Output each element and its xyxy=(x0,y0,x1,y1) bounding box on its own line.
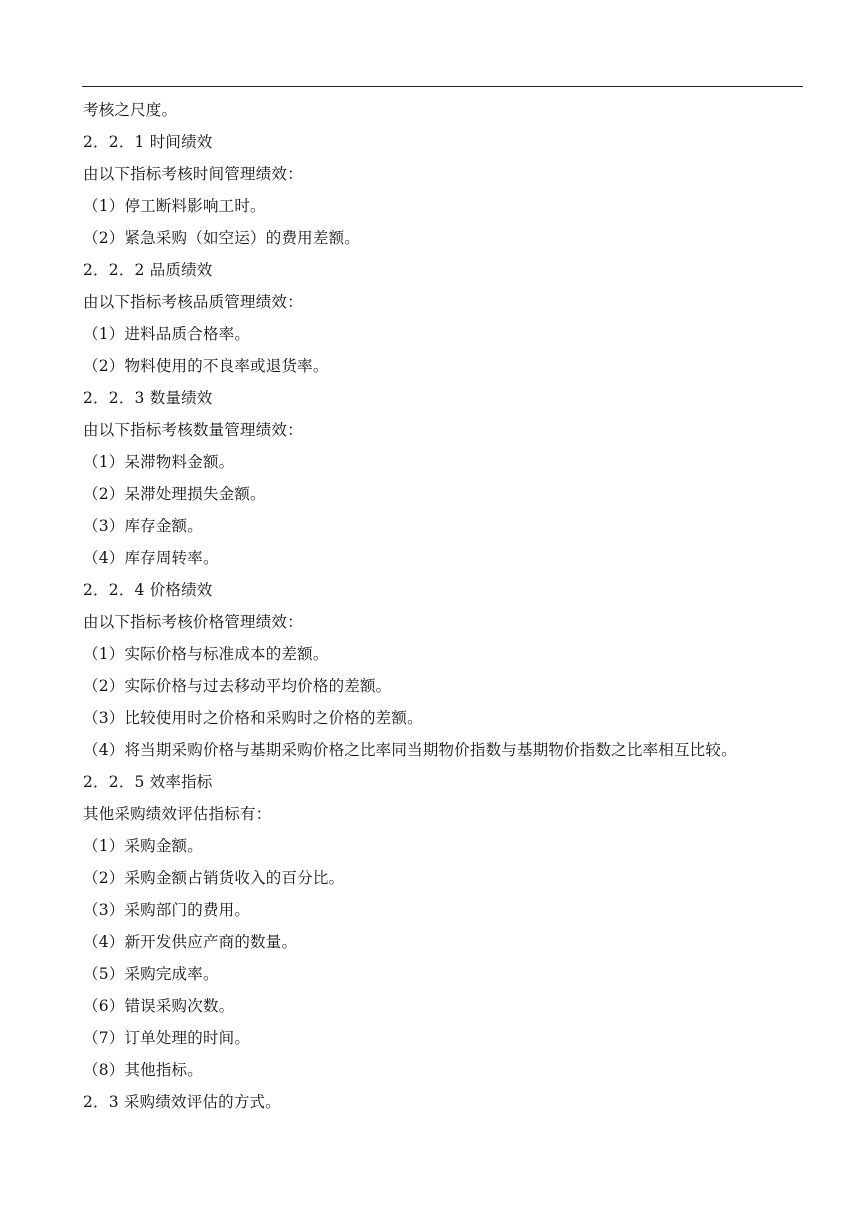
document-body xyxy=(83,94,813,1118)
list-item: （2）实际价格与过去移动平均价格的差额。 xyxy=(83,677,392,695)
list-item: （3）库存金额。 xyxy=(83,517,203,535)
heading-evaluation-methods: 2．3 采购绩效评估的方式。 xyxy=(83,1093,281,1111)
heading-price-performance: 2．2．4 价格绩效 xyxy=(83,581,213,599)
text-line: 由以下指标考核时间管理绩效： xyxy=(83,165,303,183)
header-rule xyxy=(82,86,803,87)
list-item: （1）停工断料影响工时。 xyxy=(83,197,266,215)
list-item: （4）库存周转率。 xyxy=(83,549,219,567)
text-line-intro: 考核之尺度。 xyxy=(83,101,178,119)
list-item: （1）进料品质合格率。 xyxy=(83,325,251,343)
list-item: （3）采购部门的费用。 xyxy=(83,901,251,919)
list-item: （6）错误采购次数。 xyxy=(83,997,235,1015)
list-item: （5）采购完成率。 xyxy=(83,965,219,983)
heading-efficiency-indicators: 2．2．5 效率指标 xyxy=(83,773,213,791)
list-item: （1）呆滞物料金额。 xyxy=(83,453,235,471)
text-line: 由以下指标考核数量管理绩效： xyxy=(83,421,303,439)
list-item: （2）物料使用的不良率或退货率。 xyxy=(83,357,329,375)
text-line: 由以下指标考核价格管理绩效： xyxy=(83,613,303,631)
text-line: 其他采购绩效评估指标有： xyxy=(83,805,272,823)
list-item: （8）其他指标。 xyxy=(83,1061,203,1079)
list-item: （4）将当期采购价格与基期采购价格之比率同当期物价指数与基期物价指数之比率相互比较。 xyxy=(83,741,737,759)
list-item: （2）紧急采购（如空运）的费用差额。 xyxy=(83,229,360,247)
heading-quality-performance: 2．2．2 品质绩效 xyxy=(83,261,213,279)
text-line: 由以下指标考核品质管理绩效： xyxy=(83,293,303,311)
list-item: （3）比较使用时之价格和采购时之价格的差额。 xyxy=(83,709,423,727)
list-item: （2）呆滞处理损失金额。 xyxy=(83,485,266,503)
list-item: （4）新开发供应产商的数量。 xyxy=(83,933,298,951)
heading-time-performance: 2．2．1 时间绩效 xyxy=(83,133,213,151)
heading-quantity-performance: 2．2．3 数量绩效 xyxy=(83,389,213,407)
list-item: （1）实际价格与标准成本的差额。 xyxy=(83,645,329,663)
list-item: （1）采购金额。 xyxy=(83,837,203,855)
list-item: （2）采购金额占销货收入的百分比。 xyxy=(83,869,345,887)
list-item: （7）订单处理的时间。 xyxy=(83,1029,251,1047)
